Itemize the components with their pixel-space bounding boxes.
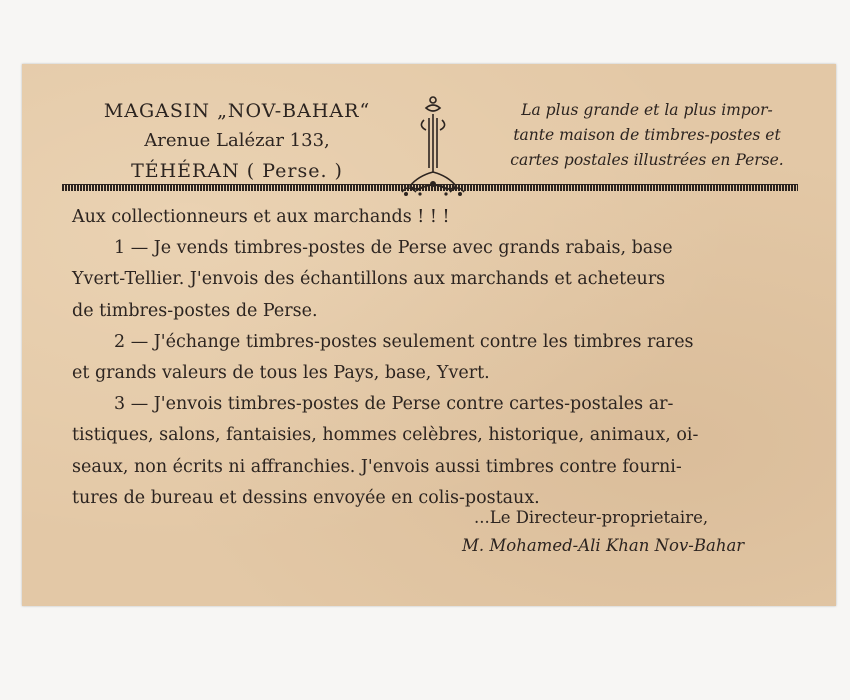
body-line: seaux, non écrits ni affranchies. J'envois aussi timbres contre fourni- [72, 456, 682, 477]
signature-title: ...Le Directeur-proprietaire, [474, 508, 709, 527]
body-line: Yvert-Tellier. J'envois des échantillons aux marchands et acheteurs [72, 269, 666, 290]
header-divider [62, 184, 798, 191]
slogan-line: cartes postales illustrées en Perse. [510, 151, 784, 169]
body-line: 2 — J'échange timbres-postes seulement contre les timbres rares [114, 331, 694, 352]
slogan-block [477, 98, 817, 173]
body-line: 3 — J'envois timbres-postes de Perse contre cartes-postales ar- [114, 394, 674, 415]
shop-street: Arenue Lalézar 133, [144, 130, 330, 151]
body-line: tures de bureau et dessins envoyée en colis-postaux. [72, 487, 540, 508]
shop-city: TÉHÉRAN ( Perse. ) [131, 160, 343, 182]
body-line: 1 — Je vends timbres-postes de Perse avec grands rabais, base [114, 238, 673, 259]
greeting: Aux collectionneurs et aux marchands ! ! ! [72, 207, 450, 227]
signature-block [462, 504, 792, 560]
body-line: et grands valeurs de tous les Pays, base, Yvert. [72, 363, 490, 384]
signature-name: M. Mohamed-Ali Khan Nov-Bahar [462, 536, 745, 555]
message-body [72, 202, 794, 514]
slogan-line: La plus grande et la plus impor- [521, 101, 773, 119]
postcard [22, 64, 836, 606]
body-line: tistiques, salons, fantaisies, hommes celèbres, historique, animaux, oi- [72, 425, 699, 446]
slogan-line: tante maison de timbres-postes et [513, 126, 781, 144]
shop-name: MAGASIN „NOV-BAHAR“ [103, 100, 371, 122]
body-line: de timbres-postes de Perse. [72, 300, 318, 321]
shop-address-block [72, 96, 402, 186]
